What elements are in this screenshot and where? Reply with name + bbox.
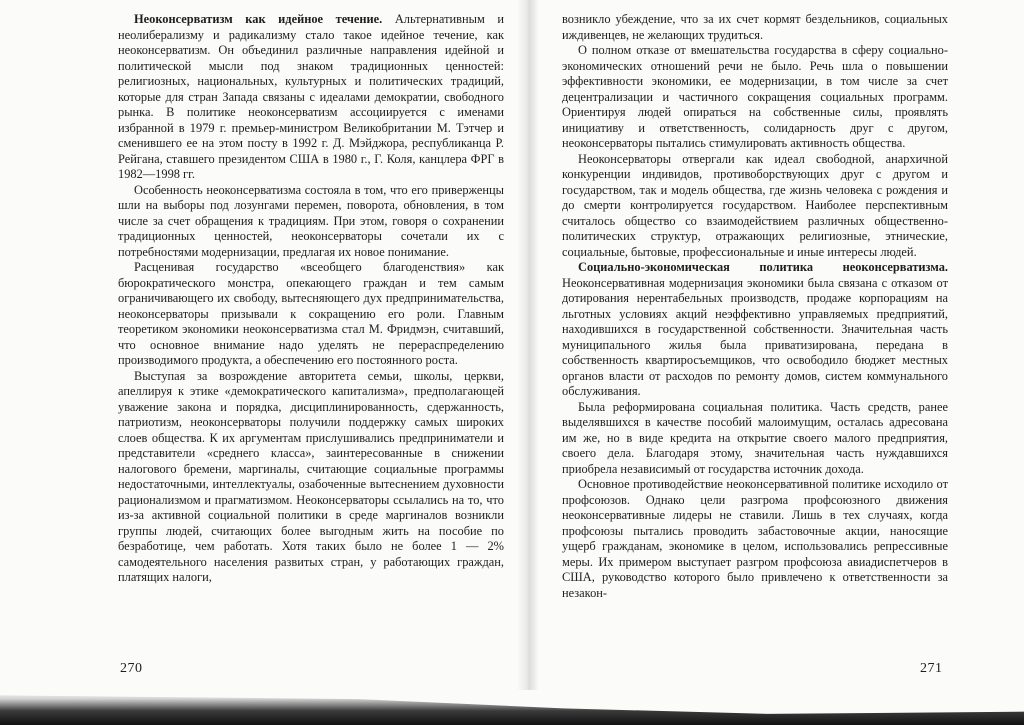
- paragraph: Особенность неоконсерватизма состояла в том, что его приверженцы шли на выборы под лозунгами перемен, поворота, обновления, в том числе за счет обращения к традициям. При этом, говоря о сохранении традиционных ценностей, неоконсерваторы сочетали их с потребностями модернизации, предлагая их новое понимание.: [118, 182, 504, 259]
- page-number-right: 271: [920, 661, 943, 676]
- book-gutter: [517, 0, 539, 690]
- paragraph: Основное противодействие неоконсервативной политике исходило от профсоюзов. Однако цели разгрома профсоюзного движения неоконсервативные лидеры не ставили. Лишь в тех случаях, когда профсоюзы пытались проводить забастовочные акции, наносящие ущерб гражданам, экономике в целом, использовались репрессивные меры. Их примером выступает разгром профсоюза авиадиспетчеров в США, руководство которого было привлечено к ответственности за незакон-: [562, 477, 948, 600]
- paragraph: Выступая за возрождение авторитета семьи, школы, церкви, апеллируя к этике «демократического капитализма», предполагающей уважение закона и порядка, дисциплинированность, сдержанность, патриотизм, неоконсерваторы получили поддержку самых широких слоев общества. К их аргументам прислушивались предприниматели и представители «среднего класса», заинтересованные в снижении налогового бремени, маргиналы, считающие социальные программы недостаточными, интеллектуалы, озабоченные вытеснением духовности рационализмом и прагматизмом. Неоконсерваторы ссылались на то, что из-за активной социальной политики в среде маргиналов возникли группы людей, считающих более выгодным жить на пособие по безработице, чем работать. Хотя таких было не более 1 — 2% самодеятельного населения развитых стран, у работающих граждан, платящих налоги,: [118, 368, 504, 584]
- paragraph: Социально-экономическая политика неоконсерватизма. Неоконсервативная модернизация экономики была связана с отказом от дотирования нерентабельных производств, продаже корпорациям на льготных условиях акций неэффективно управляемых предприятий, находившихся в государственной собственности. Значительная часть муниципального жилья была приватизирована, передана в собственность квартиросъемщиков, что освободило бюджет местных органов власти от расходов по ремонту домов, систем коммунального обслуживания.: [562, 260, 948, 398]
- paragraph: Неоконсерваторы отвергали как идеал свободной, анархичной конкуренции индивидов, противоборствующих друг с другом и государством, так и модель общества, где жизнь человека с рождения и до смерти контролируется государством. Наиболее перспективным считалось общество со взаимодействием различных общественно-политических структур, отражающих религиозные, этнические, социальные, бытовые, профессиональные и иные интересы людей.: [562, 151, 948, 259]
- page-number-left: 270: [120, 661, 143, 676]
- right-page: [562, 12, 948, 601]
- section-heading: Неоконсерватизм как идейное течение.: [134, 12, 383, 26]
- scan-shadow: [0, 688, 1024, 725]
- paragraph: Была реформирована социальная политика. Часть средств, ранее выделявшихся в качестве пособий малоимущим, осталась адресована им же, но в виде кредита на открытие своего малого предприятия, своего дела. Благодаря этому, значительная часть нуждавшихся приобрела независимый от государства источник дохода.: [562, 399, 948, 476]
- paragraph: Неоконсерватизм как идейное течение. Альтернативным и неолиберализму и радикализму стало такое идейное течение, как неоконсерватизм. Он объединил различные направления идейной и политической мысли под знаком традиционных ценностей: религиозных, национальных, культурных и политических традиций, которые для стран Запада связаны с идеалами демократии, свободного рынка. В политике неоконсерватизм ассоциируется с именами избранной в 1979 г. премьер-министром Великобритании М. Тэтчер и сменившего ее на этом посту в 1992 г. Д. Мэйджора, республиканца Р. Рейгана, ставшего президентом США в 1980 г., Г. Коля, канцлера ФРГ в 1982—1998 гг.: [118, 12, 504, 181]
- paragraph-continuation: возникло убеждение, что за их счет кормят бездельников, социальных иждивенцев, не желающих трудиться.: [562, 12, 948, 42]
- left-page: [118, 12, 504, 586]
- paragraph: Расценивая государство «всеобщего благоденствия» как бюрократического монстра, опекающего граждан и тем самым ограничивающего их свободу, вытесняющего дух предпринимательства, неоконсерваторы призывали к сокращению его роли. Главным теоретиком экономики неоконсерватизма стал М. Фридмэн, считавший, что основное внимание надо уделять не перераспределению производимого продукта, а обеспечению его постоянного роста.: [118, 260, 504, 367]
- section-heading: Социально-экономическая политика неоконсерватизма.: [578, 260, 948, 274]
- paragraph: О полном отказе от вмешательства государства в сферу социально-экономических отношений речи не было. Речь шла о повышении эффективности экономики, ее модернизации, в том числе за счет децентрализации и частичного сокращения социальных программ. Ориентируя людей опираться на собственные силы, проявлять инициативу и ответственность, солидарность друг с другом, неоконсерваторы пытались стимулировать активность общества.: [562, 43, 948, 150]
